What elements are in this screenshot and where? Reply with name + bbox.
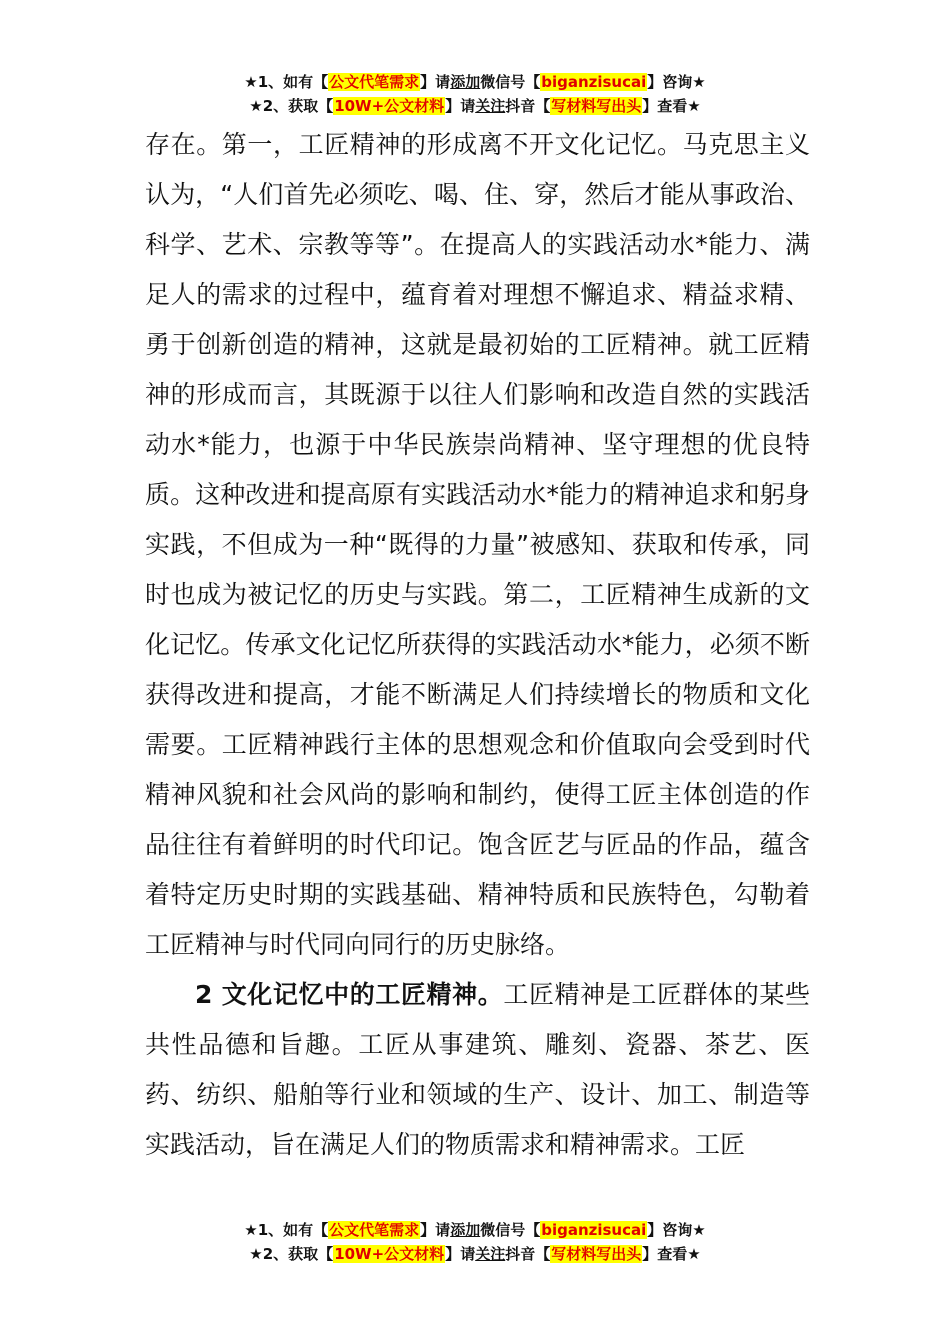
highlight-douyin-account: 写材料写出头 (551, 1245, 642, 1263)
underlined-text: 添加 (450, 73, 481, 91)
banner-text: 】咨询★ (647, 1221, 706, 1239)
banner-line-2 (0, 1242, 950, 1266)
banner-text: 】查看★ (642, 97, 701, 115)
banner-text: 】请 (445, 97, 476, 115)
banner-text: 】查看★ (642, 1245, 701, 1263)
banner-text: 】咨询★ (647, 73, 706, 91)
banner-text: ★2、获取【 (249, 97, 334, 115)
banner-text: 微信号【 (480, 73, 541, 91)
header-banner (0, 70, 950, 118)
highlight-materials: 10W+公文材料 (334, 1245, 445, 1263)
banner-text: ★2、获取【 (249, 1245, 334, 1263)
banner-text: 】请 (420, 73, 451, 91)
highlight-service: 公文代笔需求 (329, 1221, 420, 1239)
section-heading: 2 文化记忆中的工匠精神。 (195, 980, 504, 1009)
highlight-douyin-account: 写材料写出头 (551, 97, 642, 115)
paragraph-1: 存在。第一，工匠精神的形成离不开文化记忆。马克思主义认为，“人们首先必须吃、喝、住、穿，然后才能从事政治、科学、艺术、宗教等等”。在提高人的实践活动水*能力、满足人的需求的过程中，蕴育着对理想不懈追求、精益求精、勇于创新创造的精神，这就是最初始的工匠精神。就工匠精神的形成而言，其既源于以往人们影响和改造自然的实践活动水*能力，也源于中华民族崇尚精神、坚守理想的优良特质。这种改进和提高原有实践活动水*能力的精神追求和躬身实践，不但成为一种“既得的力量”被感知、获取和传承，同时也成为被记忆的历史与实践。第二，工匠精神生成新的文化记忆。传承文化记忆所获得的实践活动水*能力，必须不断获得改进和提高，才能不断满足人们持续增长的物质和文化需要。工匠精神践行主体的思想观念和价值取向会受到时代精神风貌和社会风尚的影响和制约，使得工匠主体创造的作品往往有着鲜明的时代印记。饱含匠艺与匠品的作品，蕴含着特定历史时期的实践基础、精神特质和民族特色，勾勒着工匠精神与时代同向同行的历史脉络。 (145, 130, 810, 959)
banner-text: ★1、如有【 (244, 1221, 329, 1239)
banner-text: 】请 (420, 1221, 451, 1239)
underlined-text: 关注 (475, 1245, 506, 1263)
footer-banner (0, 1218, 950, 1266)
underlined-text: 添加 (450, 1221, 481, 1239)
highlight-wechat-id: biganzisucai (541, 73, 647, 91)
banner-text: 抖音【 (505, 97, 551, 115)
paragraph-2 (145, 970, 810, 1170)
paragraph-2-text: 工匠精神是工匠群体的某些共性品德和旨趣。工匠从事建筑、雕刻、瓷器、茶艺、医药、纺织、船舶等行业和领域的生产、设计、加工、制造等实践活动，旨在满足人们的物质需求和精神需求。工匠 (145, 980, 810, 1159)
banner-line-1 (0, 70, 950, 94)
highlight-materials: 10W+公文材料 (334, 97, 445, 115)
banner-text: 】请 (445, 1245, 476, 1263)
highlight-service: 公文代笔需求 (329, 73, 420, 91)
underlined-text: 关注 (475, 97, 506, 115)
banner-text: ★1、如有【 (244, 73, 329, 91)
banner-text: 抖音【 (505, 1245, 551, 1263)
banner-line-2 (0, 94, 950, 118)
document-body (145, 120, 810, 1170)
banner-text: 微信号【 (480, 1221, 541, 1239)
banner-line-1 (0, 1218, 950, 1242)
highlight-wechat-id: biganzisucai (541, 1221, 647, 1239)
